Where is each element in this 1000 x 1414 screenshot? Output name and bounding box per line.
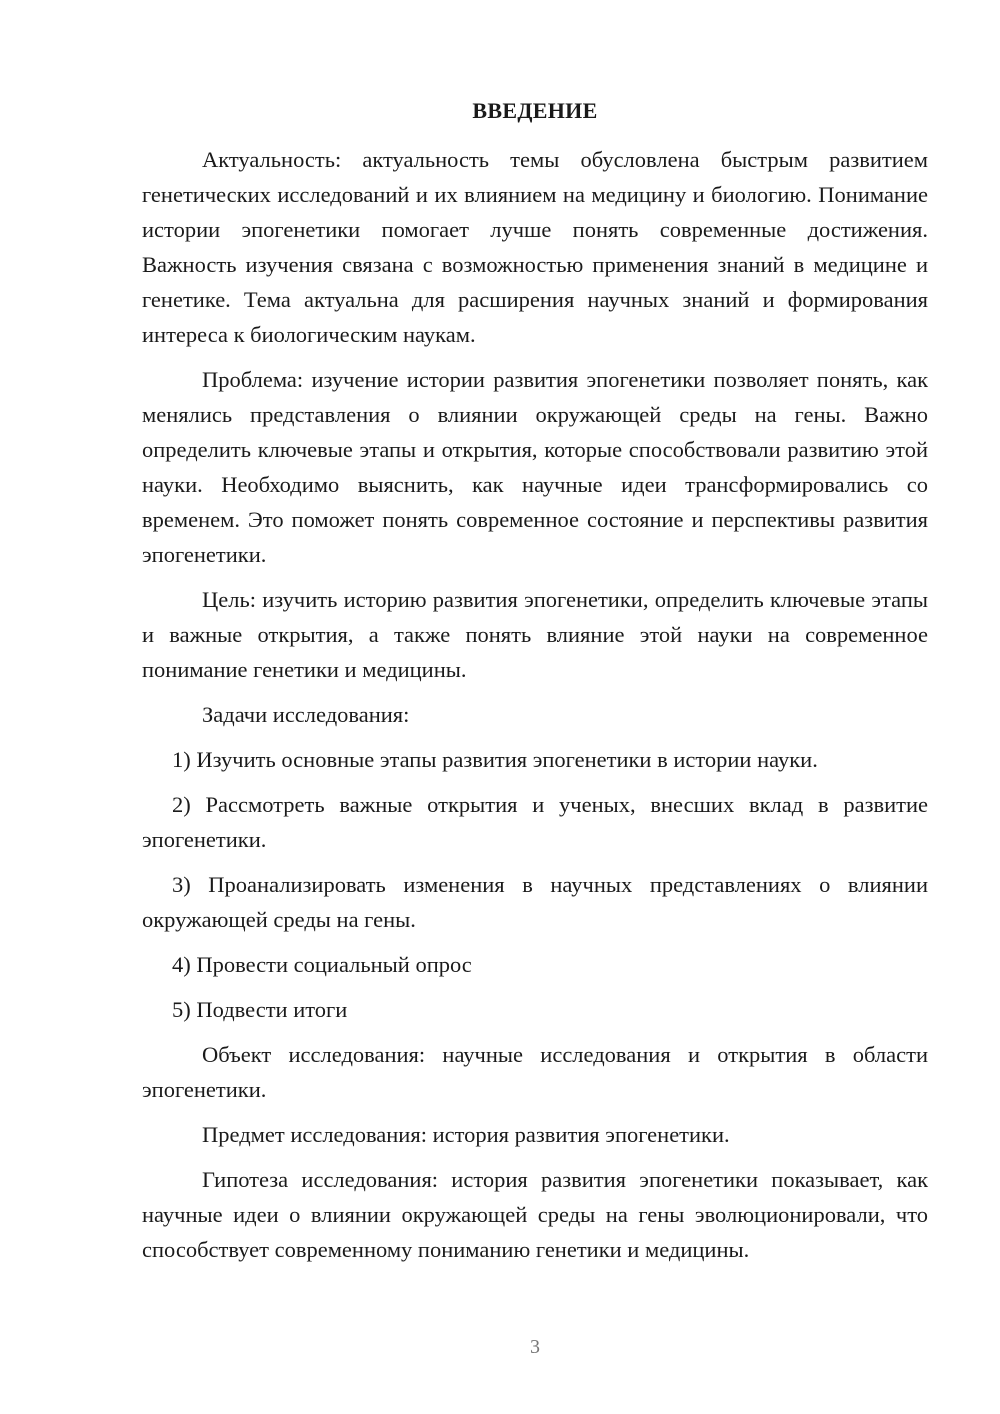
- section-title: ВВЕДЕНИЕ: [472, 98, 598, 123]
- page-number: 3: [530, 1336, 540, 1358]
- paragraph-tasks-heading: Задачи исследования:: [202, 702, 410, 727]
- paragraph-problem: Проблема: изучение истории развития эпогенетики позволяет понять, как менялись представления о влиянии окружающей среды на гены. Важно определить ключевые этапы и открытия, которые способствовали развитию этой науки. Необходимо выяснить, как научные идеи трансформировались со временем. Это поможет понять современное состояние и перспективы развития эпогенетики.: [142, 367, 928, 567]
- paragraph-relevance: Актуальность: актуальность темы обусловлена быстрым развитием генетических исследований и их влиянием на медицину и биологию. Понимание истории эпогенетики помогает лучше понять современные достижения. Важность изучения связана с возможностью применения знаний в медицине и генетике. Тема актуальна для расширения научных знаний и формирования интереса к биологическим наукам.: [142, 147, 928, 347]
- task-item-1: 1) Изучить основные этапы развития эпогенетики в истории науки.: [172, 747, 818, 772]
- paragraph-goal: Цель: изучить историю развития эпогенетики, определить ключевые этапы и важные открытия, а также понять влияние этой науки на современное понимание генетики и медицины.: [142, 587, 928, 682]
- paragraph-subject: Предмет исследования: история развития эпогенетики.: [202, 1122, 730, 1147]
- body-text: [142, 142, 928, 1277]
- task-item-4: 4) Провести социальный опрос: [172, 952, 472, 977]
- task-item-5: 5) Подвести итоги: [172, 997, 348, 1022]
- paragraph-object: Объект исследования: научные исследования и открытия в области эпогенетики.: [142, 1042, 928, 1102]
- paragraph-hypothesis: Гипотеза исследования: история развития эпогенетики показывает, как научные идеи о влиянии окружающей среды на гены эволюционировали, что способствует современному пониманию генетики и медицины.: [142, 1167, 928, 1262]
- task-item-2: 2) Рассмотреть важные открытия и ученых, внесших вклад в развитие эпогенетики.: [142, 792, 928, 852]
- task-item-3: 3) Проанализировать изменения в научных представлениях о влиянии окружающей среды на гены.: [142, 872, 928, 932]
